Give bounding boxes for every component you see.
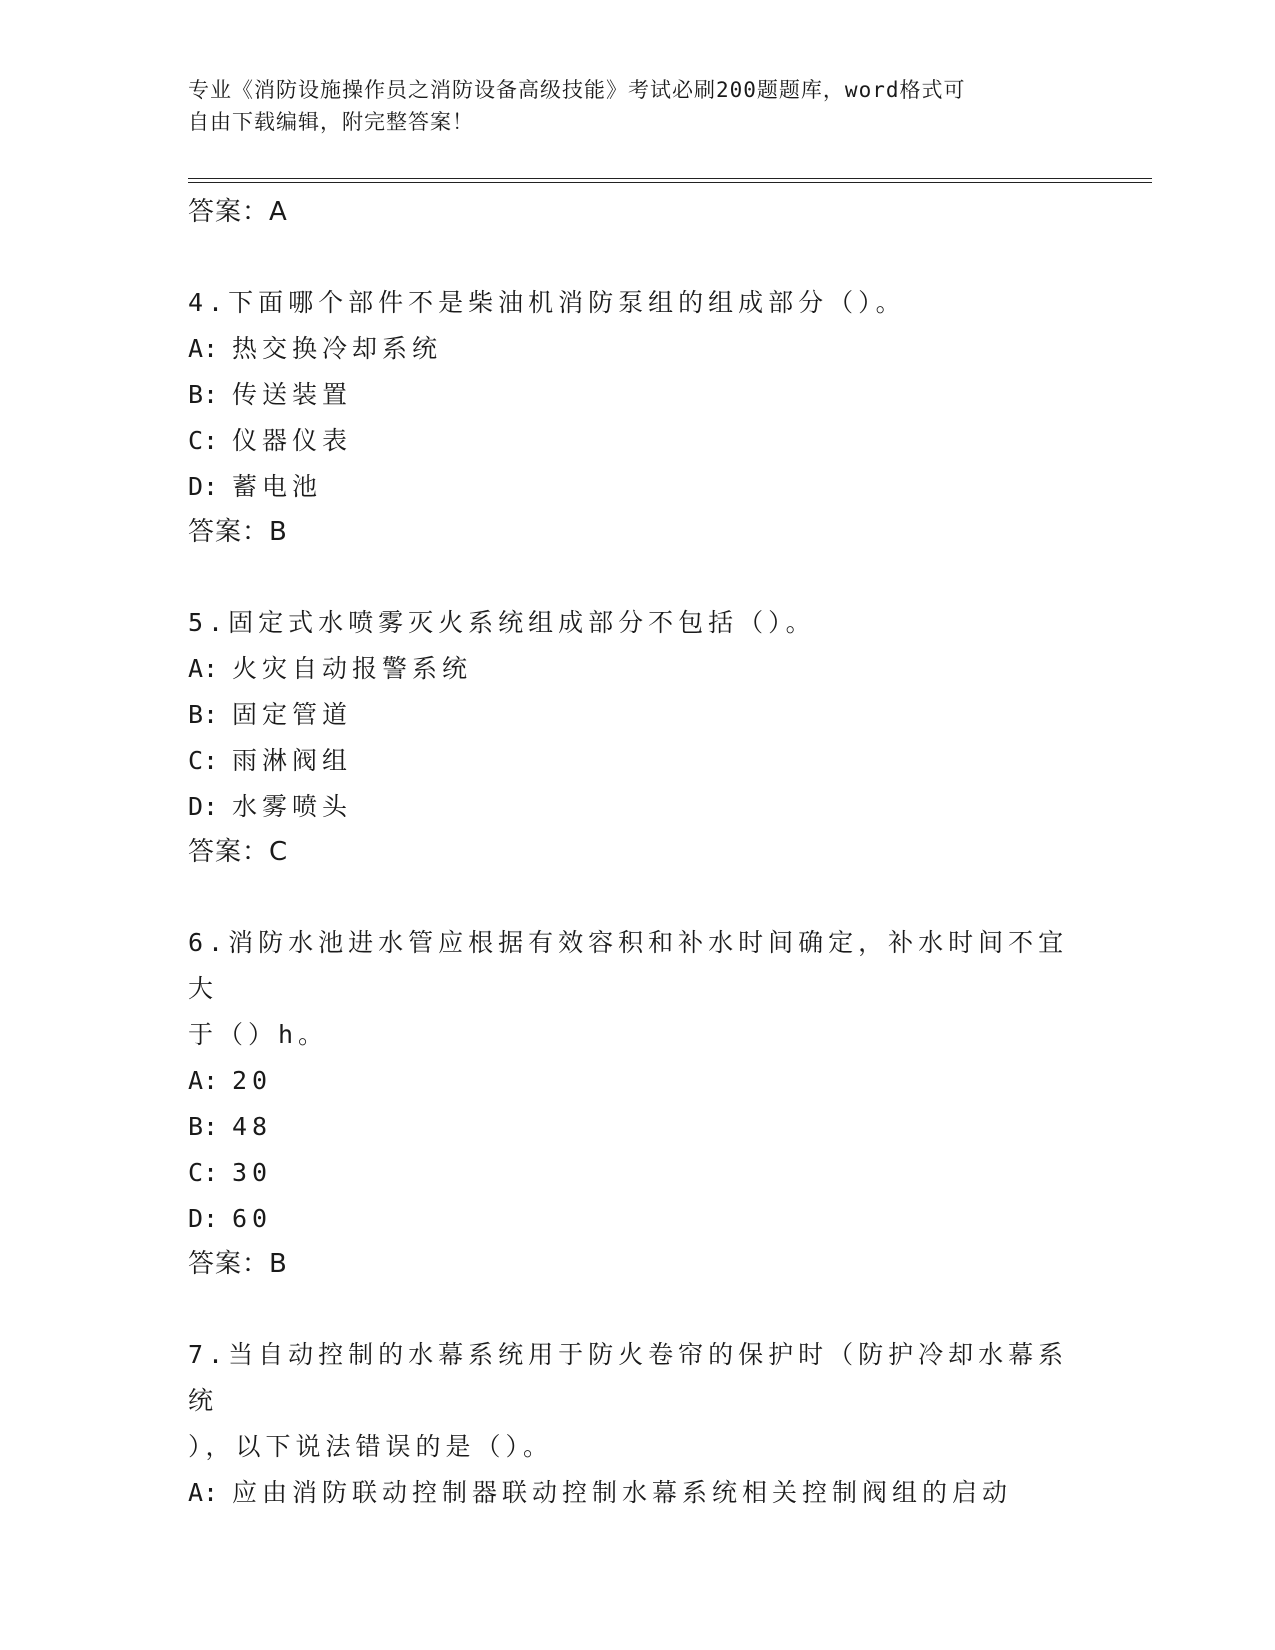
question-4: [188, 280, 1088, 554]
option-b: B: 固定管道: [188, 700, 353, 729]
question-text-continued: ），以下说法错误的是（）。: [188, 1432, 554, 1461]
question-text: 4.下面哪个部件不是柴油机消防泵组的组成部分（）。: [188, 288, 906, 317]
question-text-continued: 于（）h。: [188, 1020, 329, 1049]
option-a: A: 火灾自动报警系统: [188, 654, 473, 683]
option-a: A: 应由消防联动控制器联动控制水幕系统相关控制阀组的启动: [188, 1478, 1013, 1507]
answer-line: 答案：B: [188, 517, 288, 547]
option-b: B: 48: [188, 1112, 273, 1141]
header-divider-top: [188, 178, 1152, 179]
question-7: [188, 1332, 1088, 1516]
question-text: 6.消防水池进水管应根据有效容积和补水时间确定，补水时间不宜大: [188, 928, 1069, 1003]
option-d: D: 蓄电池: [188, 472, 323, 501]
option-a: A: 热交换冷却系统: [188, 334, 443, 363]
header-line-2: 自由下载编辑，附完整答案！: [188, 110, 474, 134]
option-b: B: 传送装置: [188, 380, 353, 409]
header-line-1: 专业《消防设施操作员之消防设备高级技能》考试必刷200题题库，word格式可: [188, 78, 966, 102]
question-text: 7.当自动控制的水幕系统用于防火卷帘的保护时（防护冷却水幕系统: [188, 1340, 1069, 1415]
option-c: C: 雨淋阀组: [188, 746, 353, 775]
option-c: C: 仪器仪表: [188, 426, 353, 455]
header-divider-bottom: [188, 182, 1152, 183]
option-d: D: 60: [188, 1204, 273, 1233]
question-6: [188, 920, 1088, 1286]
answer-line: 答案：A: [188, 197, 288, 227]
answer-line: 答案：B: [188, 1249, 288, 1279]
option-d: D: 水雾喷头: [188, 792, 353, 821]
option-c: C: 30: [188, 1158, 273, 1187]
option-a: A: 20: [188, 1066, 273, 1095]
answer-line: 答案：C: [188, 837, 289, 867]
question-list: [188, 190, 1088, 1516]
question-5: [188, 600, 1088, 874]
document-header: [188, 74, 1068, 138]
question-text: 5.固定式水喷雾灭火系统组成部分不包括（）。: [188, 608, 816, 637]
